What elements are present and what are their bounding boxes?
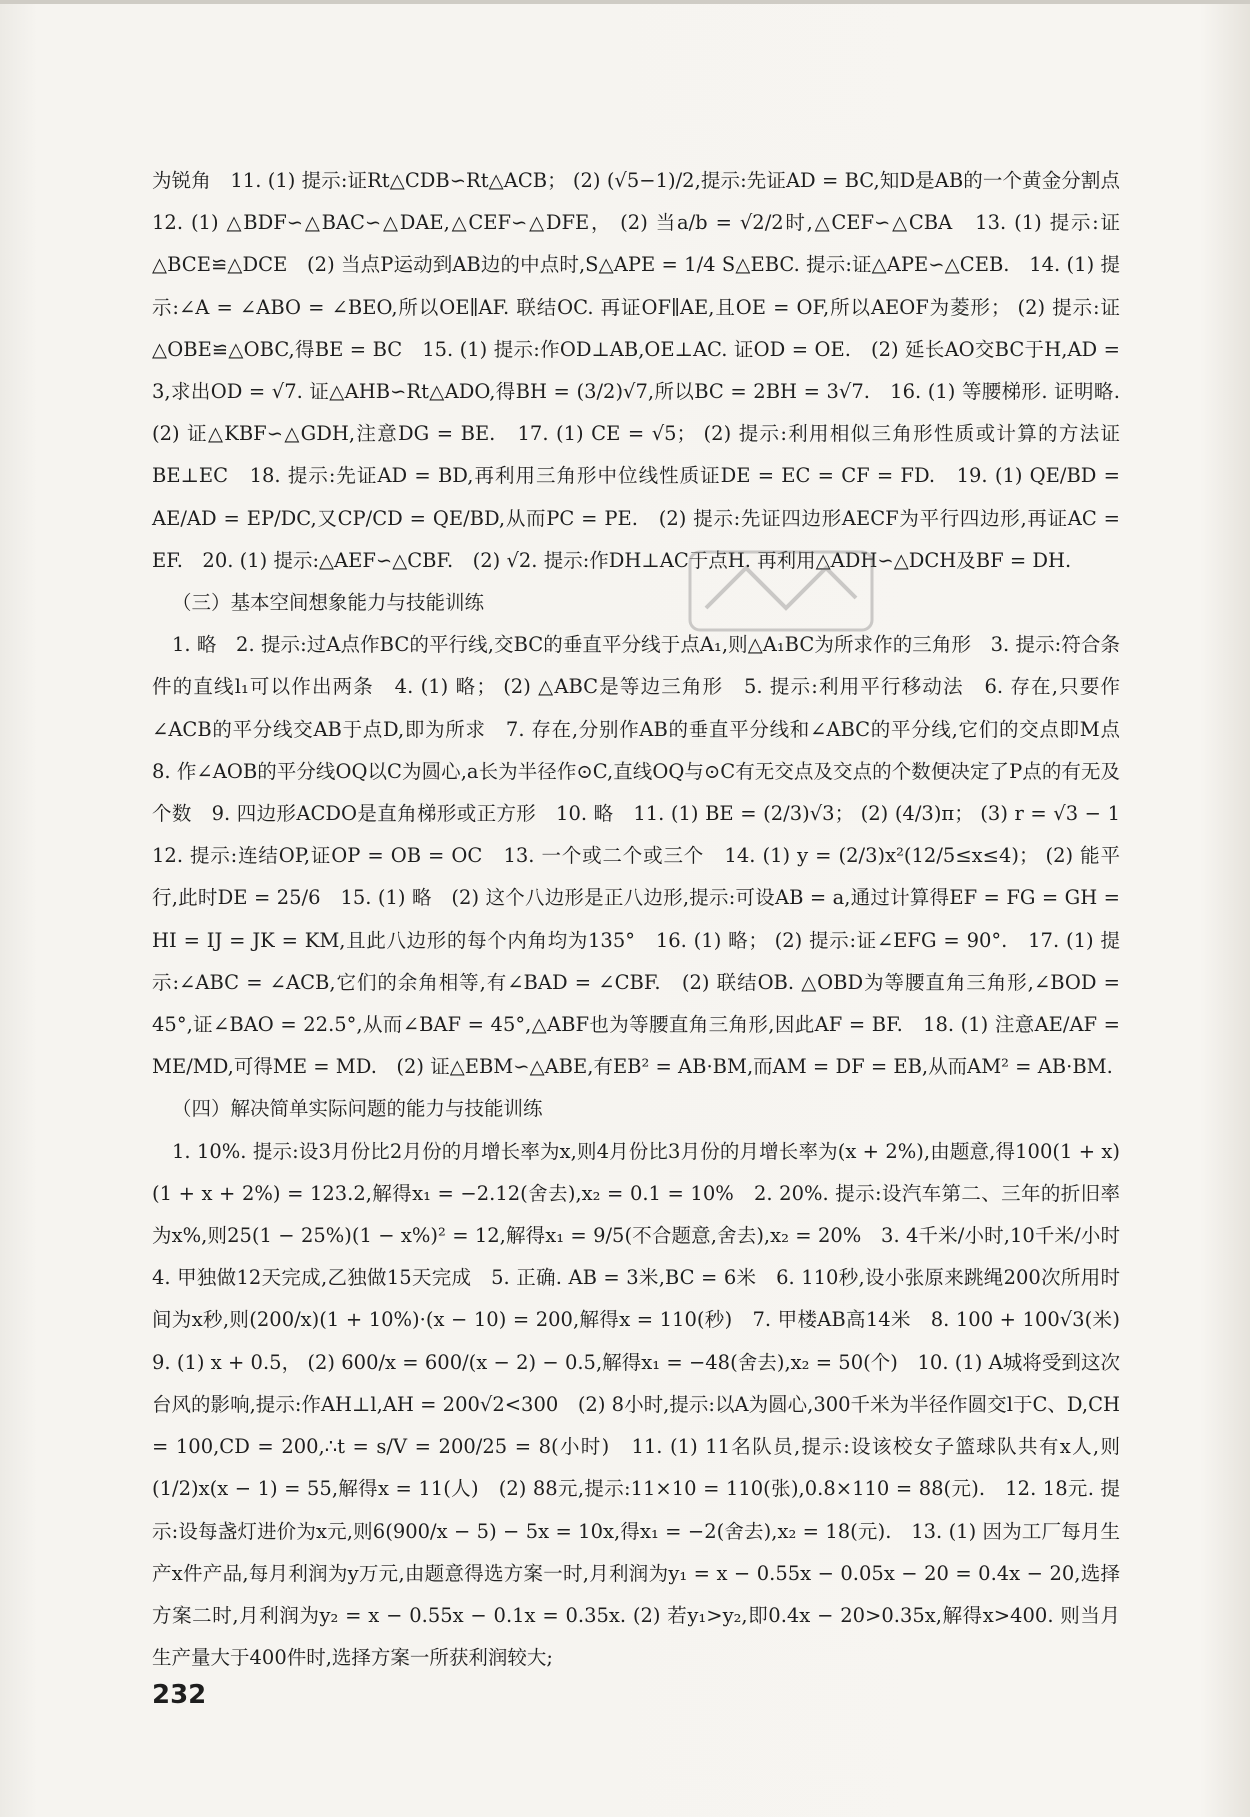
section-title-3: （三）基本空间想象能力与技能训练 <box>172 591 485 615</box>
section-title-4: （四）解决简单实际问题的能力与技能训练 <box>172 1097 543 1121</box>
answer-text <box>152 160 1140 1679</box>
page-number: 232 <box>152 1680 207 1710</box>
stamp-watermark-icon <box>686 548 876 634</box>
paragraph-1: 为锐角 11. (1) 提示:证Rt△CDB∽Rt△ACB； (2) (√5−1)/2,提示:先证AD = BC,知D是AB的一个黄金分割点 12. (1) △BDF∽△BAC∽△DAE,△CEF∽△DFE， (2) 当a/b = √2/2时,△CEF∽△CBA 13. (1) 提示:证△BCE≌△DCE (2) 当点P运动到AB边的中点时,S△APE = 1/4 S△EBC. 提示:证△APE∽△CEB. 14. (1) 提示:∠A = ∠ABO = ∠BEO,所以OE∥AF. 联结OC. 再证OF∥AE,且OE = OF,所以AEOF为菱形； (2) 提示:证△OBE≌△OBC,得BE = BC 15. (1) 提示:作OD⊥AB,OE⊥AC. 证OD = OE. (2) 延长AO交BC于H,AD = 3,求出OD = √7. 证△AHB∽Rt△ADO,得BH = (3/2)√7,所以BC = 2BH = 3√7. 16. (1) 等腰梯形. 证明略. (2) 证△KBF∽△GDH,注意DG = BE. 17. (1) CE = √5； (2) 提示:利用相似三角形性质或计算的方法证BE⊥EC 18. 提示:先证AD = BD,再利用三角形中位线性质证DE = EC = CF = FD. 19. (1) QE/BD = AE/AD = EP/DC,又CP/CD = QE/BD,从而PC = PE. (2) 提示:先证四边形AECF为平行四边形,再证AC = EF. 20. (1) 提示:△AEF∽△CBF. (2) √2. 提示:作DH⊥AC于点H. 再利用△ADH∽△DCH及BF = DH. <box>152 169 1140 572</box>
paragraph-2: 1. 略 2. 提示:过A点作BC的平行线,交BC的垂直平分线于点A₁,则△A₁BC为所求作的三角形 3. 提示:符合条件的直线l₁可以作出两条 4. (1) 略； (2) △ABC是等边三角形 5. 提示:利用平行移动法 6. 存在,只要作∠ACB的平分线交AB于点D,即为所求 7. 存在,分别作AB的垂直平分线和∠ABC的平分线,它们的交点即M点 8. 作∠AOB的平分线OQ以C为圆心,a长为半径作⊙C,直线OQ与⊙C有无交点及交点的个数便决定了P点的有无及个数 9. 四边形ACDO是直角梯形或正方形 10. 略 11. (1) BE = (2/3)√3； (2) (4/3)π； (3) r = √3 − 1 12. 提示:连结OP,证OP = OB = OC 13. 一个或二个或三个 14. (1) y = (2/3)x²(12/5≤x≤4)； (2) 能平行,此时DE = 25/6 15. (1) 略 (2) 这个八边形是正八边形,提示:可设AB = a,通过计算得EF = FG = GH = HI = IJ = JK = KM,且此八边形的每个内角均为135° 16. (1) 略； (2) 提示:证∠EFG = 90°. 17. (1) 提示:∠ABC = ∠ACB,它们的余角相等,有∠BAD = ∠CBF. (2) 联结OB. △OBD为等腰直角三角形,∠BOD = 45°,证∠BAO = 22.5°,从而∠BAF = 45°,△ABF也为等腰直角三角形,因此AF = BF. 18. (1) 注意AE/AF = ME/MD,可得ME = MD. (2) 证△EBM∽△ABE,有EB² = AB·BM,而AM = DF = EB,从而AM² = AB·BM. <box>152 633 1140 1079</box>
paragraph-3: 1. 10%. 提示:设3月份比2月份的月增长率为x,则4月份比3月份的月增长率为(x + 2%),由题意,得100(1 + x)(1 + x + 2%) = 123.2,解得x₁ = −2.12(舍去),x₂ = 0.1 = 10% 2. 20%. 提示:设汽车第二、三年的折旧率为x%,则25(1 − 25%)(1 − x%)² = 12,解得x₁ = 9/5(不合题意,舍去),x₂ = 20% 3. 4千米/小时,10千米/小时 4. 甲独做12天完成,乙独做15天完成 5. 正确. AB = 3米,BC = 6米 6. 110秒,设小张原来跳绳200次所用时间为x秒,则(200/x)(1 + 10%)·(x − 10) = 200,解得x = 110(秒) 7. 甲楼AB高14米 8. 100 + 100√3(米) 9. (1) x + 0.5， (2) 600/x = 600/(x − 2) − 0.5,解得x₁ = −48(舍去),x₂ = 50(个) 10. (1) A城将受到这次台风的影响,提示:作AH⊥l,AH = 200√2<300 (2) 8小时,提示:以A为圆心,300千米为半径作圆交l于C、D,CH = 100,CD = 200,∴t = s/V = 200/25 = 8(小时) 11. (1) 11名队员,提示:设该校女子篮球队共有x人,则(1/2)x(x − 1) = 55,解得x = 11(人) (2) 88元,提示:11×10 = 110(张),0.8×110 = 88(元). 12. 18元. 提示:设每盏灯进价为x元,则6(900/x − 5) − 5x = 10x,得x₁ = −2(舍去),x₂ = 18(元). 13. (1) 因为工厂每月生产x件产品,每月利润为y万元,由题意得选方案一时,月利润为y₁ = x − 0.55x − 0.05x − 20 = 0.4x − 20,选择方案二时,月利润为y₂ = x − 0.55x − 0.1x = 0.35x. (2) 若y₁>y₂,即0.4x − 20>0.35x,解得x>400. 则当月生产量大于400件时,选择方案一所获利润较大; <box>152 1139 1140 1670</box>
top-edge-line <box>0 0 1250 4</box>
